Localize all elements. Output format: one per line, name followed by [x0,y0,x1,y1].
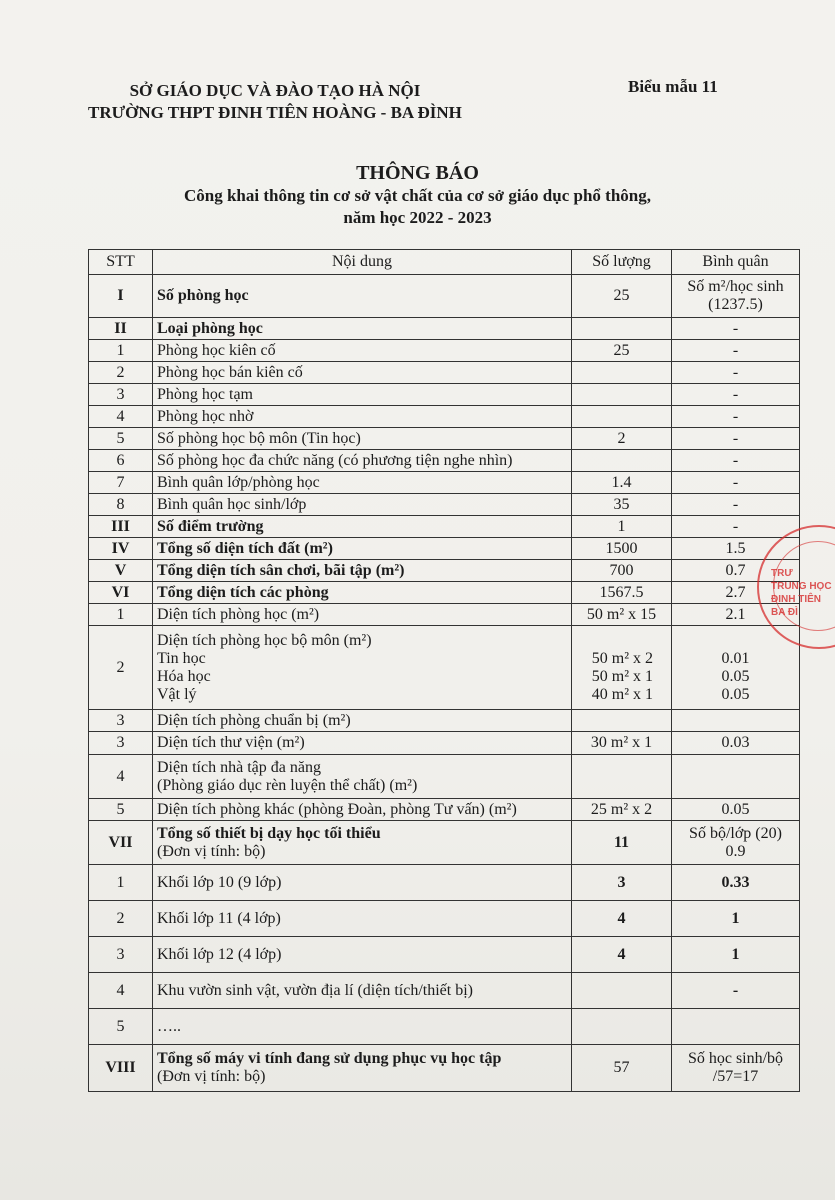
row-content-line1: Tổng số thiết bị dạy học tối thiểu [157,824,381,842]
row-quantity [572,362,672,384]
row-quantity [572,318,672,340]
row-quantity: 3 [572,865,672,901]
row-content: Loại phòng học [153,318,572,340]
seal-lettering: TRƯ TRUNG HỌC ĐINH TIÊN BA ĐÌ [771,568,832,618]
row-average-line2: 0.9 [725,842,746,860]
row-stt: VIII [89,1045,153,1092]
row-stt: 1 [89,340,153,362]
row-average [672,821,800,865]
table-row [89,560,800,582]
table-row [89,384,800,406]
header-stt: STT [89,250,153,275]
row-stt: II [89,318,153,340]
row-average: - [672,340,800,362]
row-quantity: 50 m² x 15 [572,604,672,626]
row-content: Phòng học kiên cố [153,340,572,362]
facilities-table [88,249,800,1092]
row-stt: 2 [89,362,153,384]
row-quantity: 25 [572,275,672,318]
table-row [89,318,800,340]
row-quantity: 25 m² x 2 [572,799,672,821]
row-average [672,755,800,799]
row-average: 2.7 [672,582,800,604]
row-content [153,821,572,865]
row-quantity: 30 m² x 1 [572,732,672,755]
row-content: Số điểm trường [153,516,572,538]
row-average: - [672,472,800,494]
row-content: Tổng diện tích sân chơi, bãi tập (m²) [153,560,572,582]
row-average-line1: Số học sinh/bộ [687,1050,784,1067]
department-name: SỞ GIÁO DỤC VÀ ĐÀO TẠO HÀ NỘI [129,81,421,100]
row-content: Tổng số diện tích đất (m²) [153,538,572,560]
table-row [89,582,800,604]
row-content: Khối lớp 12 (4 lớp) [153,937,572,973]
row-content-line1: Tổng số máy vi tính đang sử dụng phục vụ học tập [157,1050,502,1067]
row-quantity [572,626,672,710]
row-stt: 5 [89,1009,153,1045]
row-stt: 2 [89,626,153,710]
table-row [89,340,800,362]
row-average: - [672,973,800,1009]
row-quantity [572,755,672,799]
table-row [89,472,800,494]
table-row [89,538,800,560]
header-content: Nội dung [153,250,572,275]
row-stt: VI [89,582,153,604]
row-average: - [672,428,800,450]
form-number: Biểu mẫu 11 [628,77,718,96]
row-average: 1 [672,937,800,973]
row-stt: 4 [89,406,153,428]
row-quantity [572,406,672,428]
table-row [89,516,800,538]
table-row [89,1045,800,1092]
sub-item-name: Tin học [157,649,206,667]
row-average: 0.03 [672,732,800,755]
row-quantity [572,973,672,1009]
row-quantity: 1 [572,516,672,538]
row-quantity: 4 [572,937,672,973]
row-quantity: 2 [572,428,672,450]
row-quantity: 1500 [572,538,672,560]
sub-item-name: Hóa học [157,667,211,685]
sub-item-average: 0.05 [721,667,750,685]
row-stt: IV [89,538,153,560]
row-quantity [572,1009,672,1045]
table-row [89,865,800,901]
table-row [89,1009,800,1045]
table-row [89,710,800,732]
row-content: Khu vườn sinh vật, vườn địa lí (diện tích/thiết bị) [153,973,572,1009]
row-stt: III [89,516,153,538]
row-quantity: 4 [572,901,672,937]
row-content: Số phòng học [153,275,572,318]
row-average [672,1009,800,1045]
sub-item-average: 0.05 [721,685,750,703]
row-content-title: Diện tích phòng học bộ môn (m²) [157,631,372,649]
table-row [89,604,800,626]
row-average: - [672,362,800,384]
row-quantity: 1567.5 [572,582,672,604]
row-average: 1 [672,901,800,937]
row-content: Tổng diện tích các phòng [153,582,572,604]
table-row [89,732,800,755]
row-average: - [672,516,800,538]
row-stt: 2 [89,901,153,937]
row-content: Bình quân học sinh/lớp [153,494,572,516]
row-content-line1: Diện tích nhà tập đa năng [157,758,321,776]
row-average [672,626,800,710]
table-row [89,406,800,428]
issuing-organization [88,80,462,124]
row-content [153,1045,572,1092]
row-quantity: 25 [572,340,672,362]
table-row [89,450,800,472]
row-content-line2: (Phòng giáo dục rèn luyện thể chất) (m²) [157,776,418,794]
row-average-line2: /57=17 [712,1068,759,1085]
row-average: 1.5 [672,538,800,560]
row-stt: 4 [89,755,153,799]
row-quantity: 57 [572,1045,672,1092]
header-quantity: Số lượng [572,250,672,275]
row-average: 0.05 [672,799,800,821]
row-stt: 4 [89,973,153,1009]
row-stt: V [89,560,153,582]
row-average: Số m²/học sinh (1237.5) [672,275,800,318]
row-content: Bình quân lớp/phòng học [153,472,572,494]
row-average: 2.1 [672,604,800,626]
row-content: Diện tích phòng chuẩn bị (m²) [153,710,572,732]
row-stt: 3 [89,732,153,755]
row-quantity [572,384,672,406]
row-content: Diện tích phòng khác (phòng Đoàn, phòng Tư vấn) (m²) [153,799,572,821]
row-stt: VII [89,821,153,865]
school-name: TRƯỜNG THPT ĐINH TIÊN HOÀNG - BA ĐÌNH [88,103,462,122]
row-average [672,710,800,732]
row-stt: 6 [89,450,153,472]
row-average: - [672,494,800,516]
row-average: - [672,318,800,340]
row-stt: 5 [89,799,153,821]
row-content: Diện tích phòng học (m²) [153,604,572,626]
row-quantity: 700 [572,560,672,582]
row-average: - [672,450,800,472]
row-quantity: 11 [572,821,672,865]
school-year: năm học 2022 - 2023 [343,208,492,227]
row-average: - [672,406,800,428]
sub-item-quantity: 40 m² x 1 [591,685,653,703]
row-average: 0.33 [672,865,800,901]
row-content: Khối lớp 11 (4 lớp) [153,901,572,937]
sub-item-average: 0.01 [721,649,750,667]
table-row [89,626,800,710]
table-row [89,275,800,318]
row-average [672,1045,800,1092]
row-content: Khối lớp 10 (9 lớp) [153,865,572,901]
row-average: - [672,384,800,406]
row-quantity [572,710,672,732]
row-content: Số phòng học đa chức năng (có phương tiện nghe nhìn) [153,450,572,472]
row-stt: 3 [89,384,153,406]
table-row [89,901,800,937]
header-average: Bình quân [672,250,800,275]
row-stt: 1 [89,604,153,626]
table-row [89,494,800,516]
row-stt: 8 [89,494,153,516]
table-row [89,937,800,973]
sub-item-quantity: 50 m² x 1 [591,667,653,685]
row-content: Phòng học nhờ [153,406,572,428]
row-stt: 3 [89,710,153,732]
table-row [89,973,800,1009]
row-content: ….. [153,1009,572,1045]
row-average: 0.7 [672,560,800,582]
row-content [153,626,572,710]
row-content: Diện tích thư viện (m²) [153,732,572,755]
row-stt: 1 [89,865,153,901]
row-stt: 5 [89,428,153,450]
row-stt: I [89,275,153,318]
document-title: THÔNG BÁO [356,162,479,184]
table-row [89,821,800,865]
row-content: Phòng học tạm [153,384,572,406]
table-row [89,428,800,450]
table-row [89,755,800,799]
document-subtitle: Công khai thông tin cơ sở vật chất của cơ sở giáo dục phổ thông, [184,186,651,205]
row-content-line2: (Đơn vị tính: bộ) [157,842,266,860]
row-quantity: 35 [572,494,672,516]
table-row [89,799,800,821]
table-row [89,362,800,384]
row-content [153,755,572,799]
row-stt: 3 [89,937,153,973]
table-header-row [89,250,800,275]
row-average-line1: Số bộ/lớp (20) [689,824,782,842]
row-stt: 7 [89,472,153,494]
row-quantity: 1.4 [572,472,672,494]
row-content: Số phòng học bộ môn (Tin học) [153,428,572,450]
row-content-line2: (Đơn vị tính: bộ) [157,1068,266,1085]
row-content: Phòng học bán kiên cố [153,362,572,384]
sub-item-quantity: 50 m² x 2 [591,649,653,667]
sub-item-name: Vật lý [157,685,197,703]
row-quantity [572,450,672,472]
